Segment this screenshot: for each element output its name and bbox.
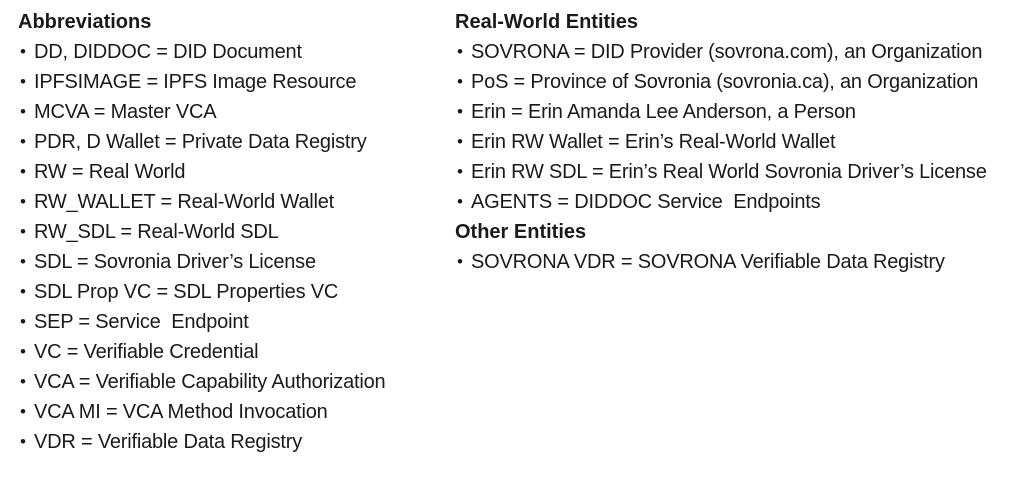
other-entities-list bbox=[455, 247, 1021, 277]
bullet-icon: • bbox=[20, 252, 26, 271]
bullet-icon: • bbox=[20, 192, 26, 211]
bullet-icon: • bbox=[20, 42, 26, 61]
list-item-text: PoS = Province of Sovronia (sovronia.ca), an Organization bbox=[471, 71, 979, 93]
list-item-text: SDL = Sovronia Driver’s License bbox=[34, 251, 316, 273]
list-item bbox=[455, 97, 1021, 127]
bullet-icon: • bbox=[20, 132, 26, 151]
list-item-text: VC = Verifiable Credential bbox=[34, 341, 259, 363]
abbreviations-list bbox=[18, 37, 450, 457]
list-item-text: Erin RW SDL = Erin’s Real World Sovronia Driver’s License bbox=[471, 161, 987, 183]
list-item-text: VDR = Verifiable Data Registry bbox=[34, 431, 303, 453]
list-item bbox=[18, 97, 450, 127]
list-item bbox=[18, 157, 450, 187]
list-item bbox=[18, 367, 450, 397]
list-item bbox=[18, 397, 450, 427]
real-world-entities-heading: Real-World Entities bbox=[455, 11, 638, 33]
bullet-icon: • bbox=[20, 222, 26, 241]
bullet-icon: • bbox=[20, 432, 26, 451]
list-item-text: IPFSIMAGE = IPFS Image Resource bbox=[34, 71, 357, 93]
list-item-text: VCA MI = VCA Method Invocation bbox=[34, 401, 328, 423]
entities-column bbox=[455, 7, 1021, 277]
list-item bbox=[455, 67, 1021, 97]
bullet-icon: • bbox=[457, 162, 463, 181]
bullet-icon: • bbox=[457, 132, 463, 151]
list-item bbox=[18, 127, 450, 157]
bullet-icon: • bbox=[20, 102, 26, 121]
bullet-icon: • bbox=[457, 252, 463, 271]
list-item bbox=[18, 247, 450, 277]
list-item-text: RW = Real World bbox=[34, 161, 186, 183]
bullet-icon: • bbox=[457, 72, 463, 91]
abbreviations-column bbox=[18, 7, 450, 457]
list-item-text: SOVRONA = DID Provider (sovrona.com), an Organization bbox=[471, 41, 983, 63]
list-item bbox=[18, 37, 450, 67]
list-item-text: RW_SDL = Real-World SDL bbox=[34, 221, 279, 243]
list-item-text: Erin = Erin Amanda Lee Anderson, a Person bbox=[471, 101, 856, 123]
bullet-icon: • bbox=[457, 102, 463, 121]
bullet-icon: • bbox=[20, 312, 26, 331]
list-item-text: Erin RW Wallet = Erin’s Real-World Wallet bbox=[471, 131, 836, 153]
list-item bbox=[455, 187, 1021, 217]
bullet-icon: • bbox=[20, 72, 26, 91]
bullet-icon: • bbox=[20, 282, 26, 301]
other-entities-heading: Other Entities bbox=[455, 221, 587, 243]
list-item-text: RW_WALLET = Real-World Wallet bbox=[34, 191, 335, 213]
list-item bbox=[18, 217, 450, 247]
bullet-icon: • bbox=[457, 192, 463, 211]
list-item bbox=[455, 157, 1021, 187]
list-item bbox=[455, 127, 1021, 157]
list-item bbox=[18, 337, 450, 367]
bullet-icon: • bbox=[20, 162, 26, 181]
list-item bbox=[18, 277, 450, 307]
bullet-icon: • bbox=[20, 402, 26, 421]
list-item-text: VCA = Verifiable Capability Authorization bbox=[34, 371, 386, 393]
list-item-text: PDR, D Wallet = Private Data Registry bbox=[34, 131, 367, 153]
list-item bbox=[455, 37, 1021, 67]
bullet-icon: • bbox=[20, 372, 26, 391]
list-item-text: SEP = Service Endpoint bbox=[34, 311, 249, 333]
list-item bbox=[455, 247, 1021, 277]
list-item-text: SDL Prop VC = SDL Properties VC bbox=[34, 281, 339, 303]
bullet-icon: • bbox=[457, 42, 463, 61]
list-item bbox=[18, 307, 450, 337]
abbreviations-heading: Abbreviations bbox=[18, 11, 152, 33]
list-item-text: DD, DIDDOC = DID Document bbox=[34, 41, 302, 63]
list-item-text: AGENTS = DIDDOC Service Endpoints bbox=[471, 191, 821, 213]
list-item-text: SOVRONA VDR = SOVRONA Verifiable Data Registry bbox=[471, 251, 945, 273]
list-item bbox=[18, 187, 450, 217]
list-item bbox=[18, 427, 450, 457]
bullet-icon: • bbox=[20, 342, 26, 361]
list-item-text: MCVA = Master VCA bbox=[34, 101, 217, 123]
list-item bbox=[18, 67, 450, 97]
real-world-entities-list bbox=[455, 37, 1021, 217]
